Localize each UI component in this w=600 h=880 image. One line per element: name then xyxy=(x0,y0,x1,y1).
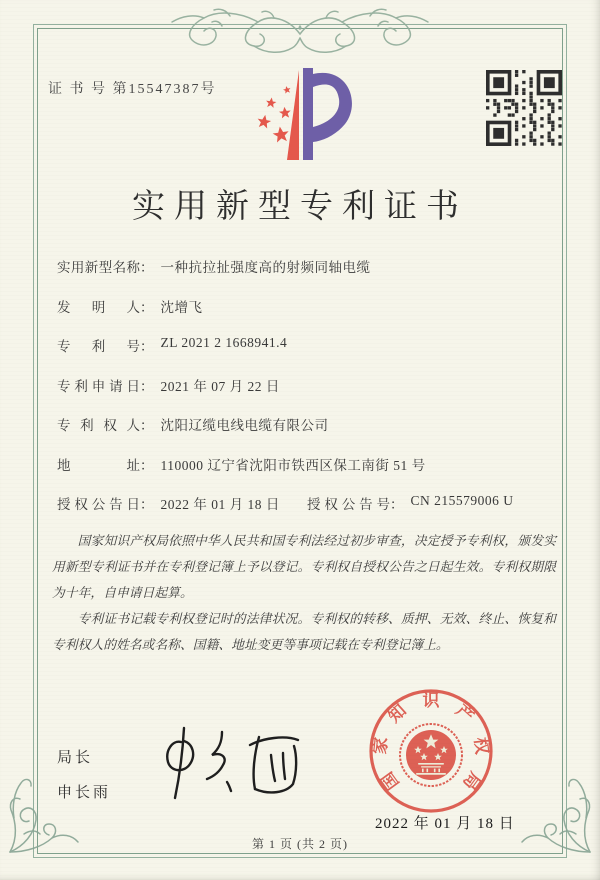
svg-text:局: 局 xyxy=(459,768,485,794)
field-address xyxy=(57,454,560,494)
field-label: 实用新型名称 xyxy=(57,260,140,275)
field-colon: ： xyxy=(140,497,154,512)
legal-text xyxy=(52,528,556,658)
field-patent-number xyxy=(57,335,560,375)
seal-date: 2022 年 01 月 18 日 xyxy=(375,816,515,832)
svg-text:识: 识 xyxy=(422,691,440,710)
field-label: 授权公告日 xyxy=(57,497,140,512)
svg-text:权: 权 xyxy=(470,736,492,756)
field-label: 专利权人 xyxy=(57,418,140,433)
field-label: 发明人 xyxy=(57,299,140,315)
field-colon: ： xyxy=(140,378,154,394)
field-colon: ： xyxy=(140,457,154,473)
field-colon: ： xyxy=(390,497,404,512)
field-grant-date xyxy=(57,493,307,533)
field-grant-row xyxy=(57,493,560,533)
field-grant-number xyxy=(307,493,514,533)
official-red-seal xyxy=(364,684,498,818)
field-value: ZL 2021 2 1668941.4 xyxy=(160,335,288,350)
national-emblem-icon xyxy=(400,724,462,786)
page-number: 第 1 页 (共 2 页) xyxy=(252,837,348,851)
field-label: 专利申请日 xyxy=(57,378,140,394)
svg-text:家: 家 xyxy=(370,736,392,756)
field-label: 地址 xyxy=(57,457,140,473)
legal-paragraph-2: 专利证书记载专利权登记时的法律状况。专利权的转移、质押、无效、终止、恢复和专利权人的姓名或名称、国籍、地址变更等事项记载在专利登记簿上。 xyxy=(52,612,556,652)
signer-name: 申长雨 xyxy=(57,785,112,801)
signer-title: 局长 xyxy=(57,750,94,766)
field-value: 2021 年 07 月 22 日 xyxy=(160,378,280,394)
certificate-number: 证 书 号 第15547387号 xyxy=(48,82,217,97)
field-colon: ： xyxy=(140,299,154,315)
field-inventor xyxy=(57,296,560,336)
svg-text:产: 产 xyxy=(452,700,478,727)
field-colon: ： xyxy=(140,418,154,433)
handwritten-signature xyxy=(150,720,330,808)
field-patentee xyxy=(57,414,560,454)
field-value: 沈增飞 xyxy=(160,299,203,315)
field-value: 110000 辽宁省沈阳市铁西区保工南街 51 号 xyxy=(160,457,426,473)
svg-text:知: 知 xyxy=(384,700,410,727)
field-filing-date xyxy=(57,375,560,415)
field-value: 一种抗拉扯强度高的射频同轴电缆 xyxy=(160,260,371,275)
top-dragon-ornament xyxy=(170,4,430,56)
legal-paragraph-1: 国家知识产权局依照中华人民共和国专利法经过初步审查，决定授予专利权，颁发实用新型专利证书并在专利登记簿上予以登记。专利权自授权公告之日起生效。专利权期限为十年，自申请日起算。 xyxy=(52,534,556,600)
field-value: 2022 年 01 月 18 日 xyxy=(160,497,280,512)
qr-code-icon xyxy=(486,70,562,146)
certificate-title: 实用新型专利证书 xyxy=(132,189,468,225)
signer-block xyxy=(57,746,111,816)
cnipa-logo-icon xyxy=(237,60,363,168)
field-utility-model-name xyxy=(57,256,560,296)
certificate-fields xyxy=(57,256,560,533)
svg-text:国: 国 xyxy=(377,768,403,794)
field-label: 授权公告号 xyxy=(307,497,390,512)
field-label: 专利号 xyxy=(57,339,140,354)
field-colon: ： xyxy=(140,260,154,275)
field-value: 沈阳辽缆电线电缆有限公司 xyxy=(160,418,329,433)
field-colon: ： xyxy=(140,339,154,354)
field-value: CN 215579006 U xyxy=(410,493,514,508)
